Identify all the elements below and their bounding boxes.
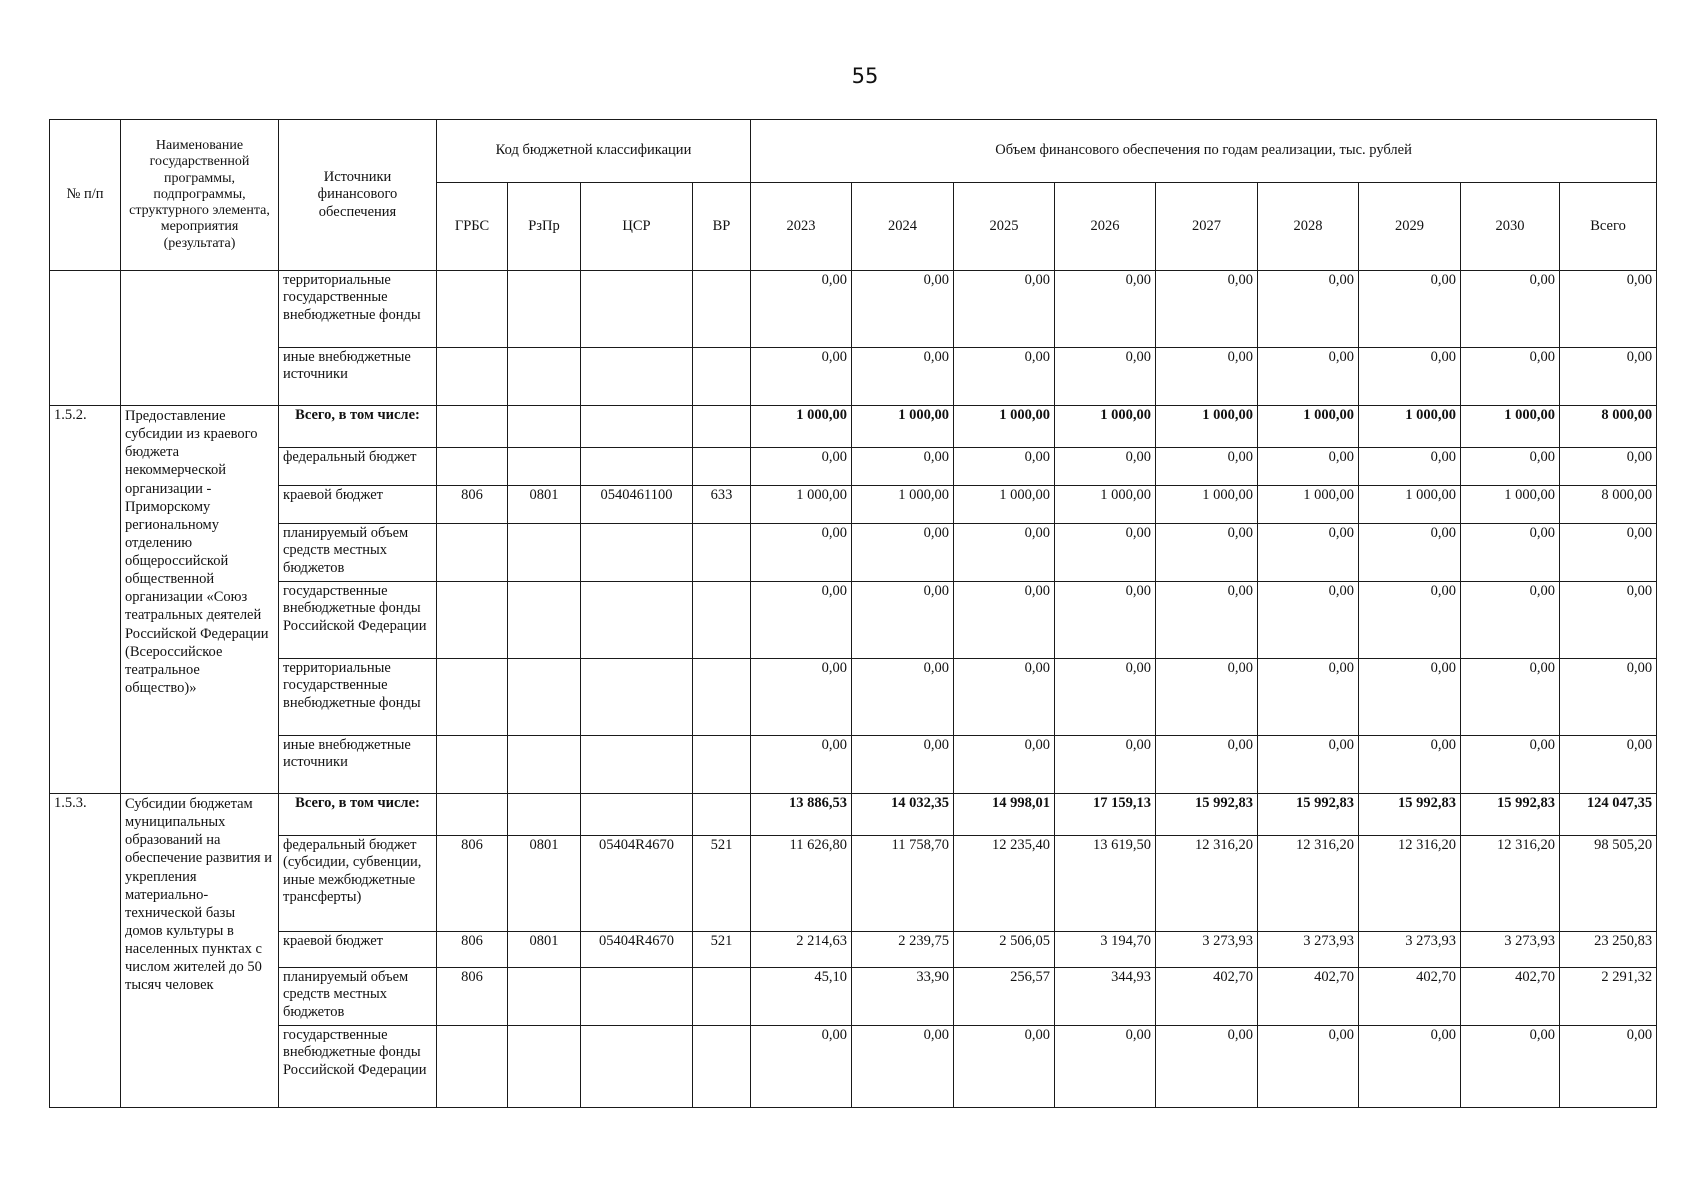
table-row bbox=[50, 582, 1657, 659]
year-value-cell: 0,00 bbox=[1461, 448, 1560, 486]
year-value-cell: 1 000,00 bbox=[1156, 486, 1258, 524]
rzpr-cell bbox=[508, 1026, 581, 1108]
year-value-cell: 0,00 bbox=[1359, 1026, 1461, 1108]
header-year-col: 2025 bbox=[954, 183, 1055, 271]
csr-cell: 0540461100 bbox=[581, 486, 693, 524]
year-value-cell: 0,00 bbox=[852, 524, 954, 582]
vr-cell bbox=[693, 736, 751, 794]
vr-cell bbox=[693, 794, 751, 836]
year-value-cell: 14 998,01 bbox=[954, 794, 1055, 836]
year-value-cell: 0,00 bbox=[1055, 736, 1156, 794]
grbs-cell bbox=[437, 348, 508, 406]
source-cell: федеральный бюджет bbox=[279, 448, 437, 486]
year-value-cell: 0,00 bbox=[1461, 736, 1560, 794]
source-cell: краевой бюджет bbox=[279, 486, 437, 524]
header-year-col: 2026 bbox=[1055, 183, 1156, 271]
year-value-cell: 0,00 bbox=[852, 448, 954, 486]
total-value-cell: 0,00 bbox=[1560, 659, 1657, 736]
vr-cell bbox=[693, 968, 751, 1026]
source-cell: федеральный бюджет (субсидии, субвенции, иные межбюджетные трансферты) bbox=[279, 836, 437, 932]
table-row bbox=[50, 736, 1657, 794]
source-cell: иные внебюджетные источники bbox=[279, 348, 437, 406]
total-value-cell: 2 291,32 bbox=[1560, 968, 1657, 1026]
year-value-cell: 1 000,00 bbox=[1055, 406, 1156, 448]
year-value-cell: 256,57 bbox=[954, 968, 1055, 1026]
source-cell: государственные внебюджетные фонды Российской Федерации bbox=[279, 1026, 437, 1108]
csr-cell bbox=[581, 736, 693, 794]
year-value-cell: 0,00 bbox=[1359, 659, 1461, 736]
item-name bbox=[121, 271, 279, 406]
item-name: Предоставление субсидии из краевого бюджета некоммерческой организации - Приморскому региональному отделению общероссийской общественной организации «Союз театральных деятелей Российской Федерации (Всероссийское театральное общество)» bbox=[121, 406, 279, 794]
year-value-cell: 3 273,93 bbox=[1359, 932, 1461, 968]
year-value-cell: 0,00 bbox=[1055, 1026, 1156, 1108]
table-row bbox=[50, 271, 1657, 348]
item-number: 1.5.3. bbox=[50, 794, 121, 1108]
rzpr-cell bbox=[508, 524, 581, 582]
year-value-cell: 0,00 bbox=[1258, 524, 1359, 582]
vr-cell bbox=[693, 448, 751, 486]
item-number bbox=[50, 271, 121, 406]
year-value-cell: 0,00 bbox=[751, 1026, 852, 1108]
year-value-cell: 0,00 bbox=[1461, 582, 1560, 659]
vr-cell: 633 bbox=[693, 486, 751, 524]
rzpr-cell bbox=[508, 968, 581, 1026]
year-value-cell: 2 239,75 bbox=[852, 932, 954, 968]
grbs-cell bbox=[437, 406, 508, 448]
year-value-cell: 33,90 bbox=[852, 968, 954, 1026]
rzpr-cell bbox=[508, 582, 581, 659]
year-value-cell: 0,00 bbox=[751, 448, 852, 486]
year-value-cell: 14 032,35 bbox=[852, 794, 954, 836]
year-value-cell: 0,00 bbox=[1258, 582, 1359, 659]
year-value-cell: 1 000,00 bbox=[954, 406, 1055, 448]
year-value-cell: 0,00 bbox=[1258, 348, 1359, 406]
rzpr-cell bbox=[508, 794, 581, 836]
year-value-cell: 0,00 bbox=[852, 271, 954, 348]
year-value-cell: 15 992,83 bbox=[1359, 794, 1461, 836]
year-value-cell: 0,00 bbox=[1461, 1026, 1560, 1108]
year-value-cell: 402,70 bbox=[1258, 968, 1359, 1026]
year-value-cell: 402,70 bbox=[1156, 968, 1258, 1026]
csr-cell bbox=[581, 406, 693, 448]
budget-table bbox=[49, 119, 1657, 1108]
header-kbk-group: Код бюджетной классификации bbox=[437, 120, 751, 183]
table-row bbox=[50, 836, 1657, 932]
vr-cell bbox=[693, 582, 751, 659]
year-value-cell: 0,00 bbox=[1258, 736, 1359, 794]
item-name: Субсидии бюджетам муниципальных образований на обеспечение развития и укрепления материально-технической базы домов культуры в населенных пунктах с числом жителей до 50 тысяч человек bbox=[121, 794, 279, 1108]
year-value-cell: 12 316,20 bbox=[1359, 836, 1461, 932]
header-kbk-col: ГРБС bbox=[437, 183, 508, 271]
year-value-cell: 0,00 bbox=[1461, 524, 1560, 582]
rzpr-cell bbox=[508, 448, 581, 486]
year-value-cell: 0,00 bbox=[954, 348, 1055, 406]
grbs-cell bbox=[437, 582, 508, 659]
grbs-cell: 806 bbox=[437, 836, 508, 932]
year-value-cell: 0,00 bbox=[1055, 524, 1156, 582]
year-value-cell: 0,00 bbox=[1055, 448, 1156, 486]
grbs-cell bbox=[437, 736, 508, 794]
rzpr-cell: 0801 bbox=[508, 836, 581, 932]
year-value-cell: 0,00 bbox=[954, 448, 1055, 486]
table-row bbox=[50, 406, 1657, 448]
year-value-cell: 0,00 bbox=[1258, 659, 1359, 736]
vr-cell: 521 bbox=[693, 932, 751, 968]
year-value-cell: 11 626,80 bbox=[751, 836, 852, 932]
csr-cell bbox=[581, 659, 693, 736]
table-row bbox=[50, 448, 1657, 486]
year-value-cell: 1 000,00 bbox=[1156, 406, 1258, 448]
year-value-cell: 0,00 bbox=[1156, 348, 1258, 406]
year-value-cell: 0,00 bbox=[1258, 448, 1359, 486]
year-value-cell: 1 000,00 bbox=[1359, 406, 1461, 448]
year-value-cell: 1 000,00 bbox=[852, 486, 954, 524]
year-value-cell: 1 000,00 bbox=[751, 486, 852, 524]
total-value-cell: 0,00 bbox=[1560, 582, 1657, 659]
item-number: 1.5.2. bbox=[50, 406, 121, 794]
total-value-cell: 0,00 bbox=[1560, 736, 1657, 794]
table-row bbox=[50, 794, 1657, 836]
vr-cell bbox=[693, 524, 751, 582]
year-value-cell: 0,00 bbox=[751, 348, 852, 406]
vr-cell bbox=[693, 1026, 751, 1108]
header-year-col: 2029 bbox=[1359, 183, 1461, 271]
year-value-cell: 15 992,83 bbox=[1156, 794, 1258, 836]
csr-cell: 05404R4670 bbox=[581, 932, 693, 968]
year-value-cell: 344,93 bbox=[1055, 968, 1156, 1026]
year-value-cell: 0,00 bbox=[751, 582, 852, 659]
table-row bbox=[50, 1026, 1657, 1108]
year-value-cell: 1 000,00 bbox=[751, 406, 852, 448]
year-value-cell: 0,00 bbox=[1156, 448, 1258, 486]
year-value-cell: 1 000,00 bbox=[1461, 406, 1560, 448]
grbs-cell bbox=[437, 1026, 508, 1108]
table-row bbox=[50, 659, 1657, 736]
year-value-cell: 0,00 bbox=[1055, 348, 1156, 406]
year-value-cell: 0,00 bbox=[1156, 524, 1258, 582]
total-value-cell: 0,00 bbox=[1560, 524, 1657, 582]
year-value-cell: 0,00 bbox=[1359, 524, 1461, 582]
csr-cell bbox=[581, 348, 693, 406]
year-value-cell: 0,00 bbox=[852, 1026, 954, 1108]
vr-cell bbox=[693, 659, 751, 736]
year-value-cell: 0,00 bbox=[1156, 582, 1258, 659]
csr-cell bbox=[581, 448, 693, 486]
header-year-col: 2024 bbox=[852, 183, 954, 271]
year-value-cell: 0,00 bbox=[954, 659, 1055, 736]
year-value-cell: 0,00 bbox=[751, 736, 852, 794]
year-value-cell: 0,00 bbox=[1461, 348, 1560, 406]
year-value-cell: 12 316,20 bbox=[1461, 836, 1560, 932]
grbs-cell bbox=[437, 794, 508, 836]
vr-cell bbox=[693, 406, 751, 448]
year-value-cell: 0,00 bbox=[1359, 271, 1461, 348]
source-cell: планируемый объем средств местных бюджетов bbox=[279, 968, 437, 1026]
csr-cell bbox=[581, 968, 693, 1026]
total-value-cell: 0,00 bbox=[1560, 271, 1657, 348]
page-number: 55 bbox=[851, 64, 879, 88]
year-value-cell: 0,00 bbox=[751, 659, 852, 736]
rzpr-cell: 0801 bbox=[508, 486, 581, 524]
rzpr-cell bbox=[508, 406, 581, 448]
year-value-cell: 0,00 bbox=[1359, 448, 1461, 486]
year-value-cell: 0,00 bbox=[954, 582, 1055, 659]
year-value-cell: 0,00 bbox=[1359, 348, 1461, 406]
year-value-cell: 402,70 bbox=[1461, 968, 1560, 1026]
total-value-cell: 8 000,00 bbox=[1560, 486, 1657, 524]
year-value-cell: 2 214,63 bbox=[751, 932, 852, 968]
grbs-cell bbox=[437, 448, 508, 486]
source-cell: краевой бюджет bbox=[279, 932, 437, 968]
csr-cell: 05404R4670 bbox=[581, 836, 693, 932]
year-value-cell: 13 619,50 bbox=[1055, 836, 1156, 932]
table-header bbox=[50, 120, 1657, 271]
year-value-cell: 17 159,13 bbox=[1055, 794, 1156, 836]
grbs-cell: 806 bbox=[437, 968, 508, 1026]
total-value-cell: 0,00 bbox=[1560, 348, 1657, 406]
year-value-cell: 0,00 bbox=[1461, 659, 1560, 736]
header-kbk-col: ЦСР bbox=[581, 183, 693, 271]
year-value-cell: 0,00 bbox=[1359, 582, 1461, 659]
rzpr-cell bbox=[508, 348, 581, 406]
total-value-cell: 8 000,00 bbox=[1560, 406, 1657, 448]
header-volume-group: Объем финансового обеспечения по годам реализации, тыс. рублей bbox=[751, 120, 1657, 183]
year-value-cell: 0,00 bbox=[751, 271, 852, 348]
header-no: № п/п bbox=[50, 120, 121, 271]
csr-cell bbox=[581, 794, 693, 836]
header-year-col: 2028 bbox=[1258, 183, 1359, 271]
total-value-cell: 0,00 bbox=[1560, 448, 1657, 486]
source-cell: государственные внебюджетные фонды Российской Федерации bbox=[279, 582, 437, 659]
vr-cell bbox=[693, 271, 751, 348]
source-cell: территориальные государственные внебюджетные фонды bbox=[279, 659, 437, 736]
header-source: Источники финансового обеспечения bbox=[279, 120, 437, 271]
table-row bbox=[50, 524, 1657, 582]
source-cell: Всего, в том числе: bbox=[279, 406, 437, 448]
header-year-col: 2027 bbox=[1156, 183, 1258, 271]
year-value-cell: 0,00 bbox=[954, 736, 1055, 794]
year-value-cell: 0,00 bbox=[1461, 271, 1560, 348]
vr-cell: 521 bbox=[693, 836, 751, 932]
table-row bbox=[50, 932, 1657, 968]
year-value-cell: 0,00 bbox=[1156, 271, 1258, 348]
year-value-cell: 0,00 bbox=[954, 524, 1055, 582]
header-name: Наименование государственной программы, подпрограммы, структурного элемента, мероприятия (результата) bbox=[121, 120, 279, 271]
vr-cell bbox=[693, 348, 751, 406]
table-row bbox=[50, 968, 1657, 1026]
rzpr-cell: 0801 bbox=[508, 932, 581, 968]
year-value-cell: 1 000,00 bbox=[954, 486, 1055, 524]
year-value-cell: 0,00 bbox=[1055, 582, 1156, 659]
year-value-cell: 0,00 bbox=[1156, 736, 1258, 794]
year-value-cell: 3 273,93 bbox=[1258, 932, 1359, 968]
year-value-cell: 0,00 bbox=[1156, 1026, 1258, 1108]
year-value-cell: 3 194,70 bbox=[1055, 932, 1156, 968]
year-value-cell: 402,70 bbox=[1359, 968, 1461, 1026]
year-value-cell: 15 992,83 bbox=[1461, 794, 1560, 836]
source-cell: Всего, в том числе: bbox=[279, 794, 437, 836]
source-cell: иные внебюджетные источники bbox=[279, 736, 437, 794]
year-value-cell: 0,00 bbox=[954, 1026, 1055, 1108]
grbs-cell bbox=[437, 271, 508, 348]
rzpr-cell bbox=[508, 271, 581, 348]
year-value-cell: 0,00 bbox=[852, 659, 954, 736]
year-value-cell: 3 273,93 bbox=[1156, 932, 1258, 968]
total-value-cell: 0,00 bbox=[1560, 1026, 1657, 1108]
source-cell: территориальные государственные внебюджетные фонды bbox=[279, 271, 437, 348]
year-value-cell: 0,00 bbox=[852, 582, 954, 659]
csr-cell bbox=[581, 271, 693, 348]
year-value-cell: 0,00 bbox=[751, 524, 852, 582]
year-value-cell: 0,00 bbox=[852, 736, 954, 794]
year-value-cell: 1 000,00 bbox=[1359, 486, 1461, 524]
header-kbk-col: РзПр bbox=[508, 183, 581, 271]
csr-cell bbox=[581, 1026, 693, 1108]
year-value-cell: 0,00 bbox=[1258, 1026, 1359, 1108]
header-year-col: 2023 bbox=[751, 183, 852, 271]
rzpr-cell bbox=[508, 659, 581, 736]
table-row bbox=[50, 348, 1657, 406]
year-value-cell: 0,00 bbox=[1055, 271, 1156, 348]
year-value-cell: 1 000,00 bbox=[1055, 486, 1156, 524]
grbs-cell: 806 bbox=[437, 486, 508, 524]
year-value-cell: 1 000,00 bbox=[852, 406, 954, 448]
year-value-cell: 0,00 bbox=[954, 271, 1055, 348]
total-value-cell: 23 250,83 bbox=[1560, 932, 1657, 968]
table-body bbox=[50, 271, 1657, 1108]
year-value-cell: 11 758,70 bbox=[852, 836, 954, 932]
total-value-cell: 124 047,35 bbox=[1560, 794, 1657, 836]
csr-cell bbox=[581, 524, 693, 582]
year-value-cell: 2 506,05 bbox=[954, 932, 1055, 968]
header-kbk-col: ВР bbox=[693, 183, 751, 271]
year-value-cell: 45,10 bbox=[751, 968, 852, 1026]
grbs-cell bbox=[437, 659, 508, 736]
year-value-cell: 0,00 bbox=[852, 348, 954, 406]
table-row bbox=[50, 486, 1657, 524]
year-value-cell: 1 000,00 bbox=[1258, 486, 1359, 524]
grbs-cell bbox=[437, 524, 508, 582]
year-value-cell: 0,00 bbox=[1359, 736, 1461, 794]
year-value-cell: 3 273,93 bbox=[1461, 932, 1560, 968]
rzpr-cell bbox=[508, 736, 581, 794]
year-value-cell: 1 000,00 bbox=[1461, 486, 1560, 524]
year-value-cell: 0,00 bbox=[1055, 659, 1156, 736]
source-cell: планируемый объем средств местных бюджетов bbox=[279, 524, 437, 582]
year-value-cell: 15 992,83 bbox=[1258, 794, 1359, 836]
year-value-cell: 12 235,40 bbox=[954, 836, 1055, 932]
year-value-cell: 13 886,53 bbox=[751, 794, 852, 836]
total-value-cell: 98 505,20 bbox=[1560, 836, 1657, 932]
csr-cell bbox=[581, 582, 693, 659]
header-year-col: 2030 bbox=[1461, 183, 1560, 271]
year-value-cell: 12 316,20 bbox=[1258, 836, 1359, 932]
year-value-cell: 0,00 bbox=[1156, 659, 1258, 736]
year-value-cell: 1 000,00 bbox=[1258, 406, 1359, 448]
grbs-cell: 806 bbox=[437, 932, 508, 968]
year-value-cell: 12 316,20 bbox=[1156, 836, 1258, 932]
header-total-col: Всего bbox=[1560, 183, 1657, 271]
year-value-cell: 0,00 bbox=[1258, 271, 1359, 348]
